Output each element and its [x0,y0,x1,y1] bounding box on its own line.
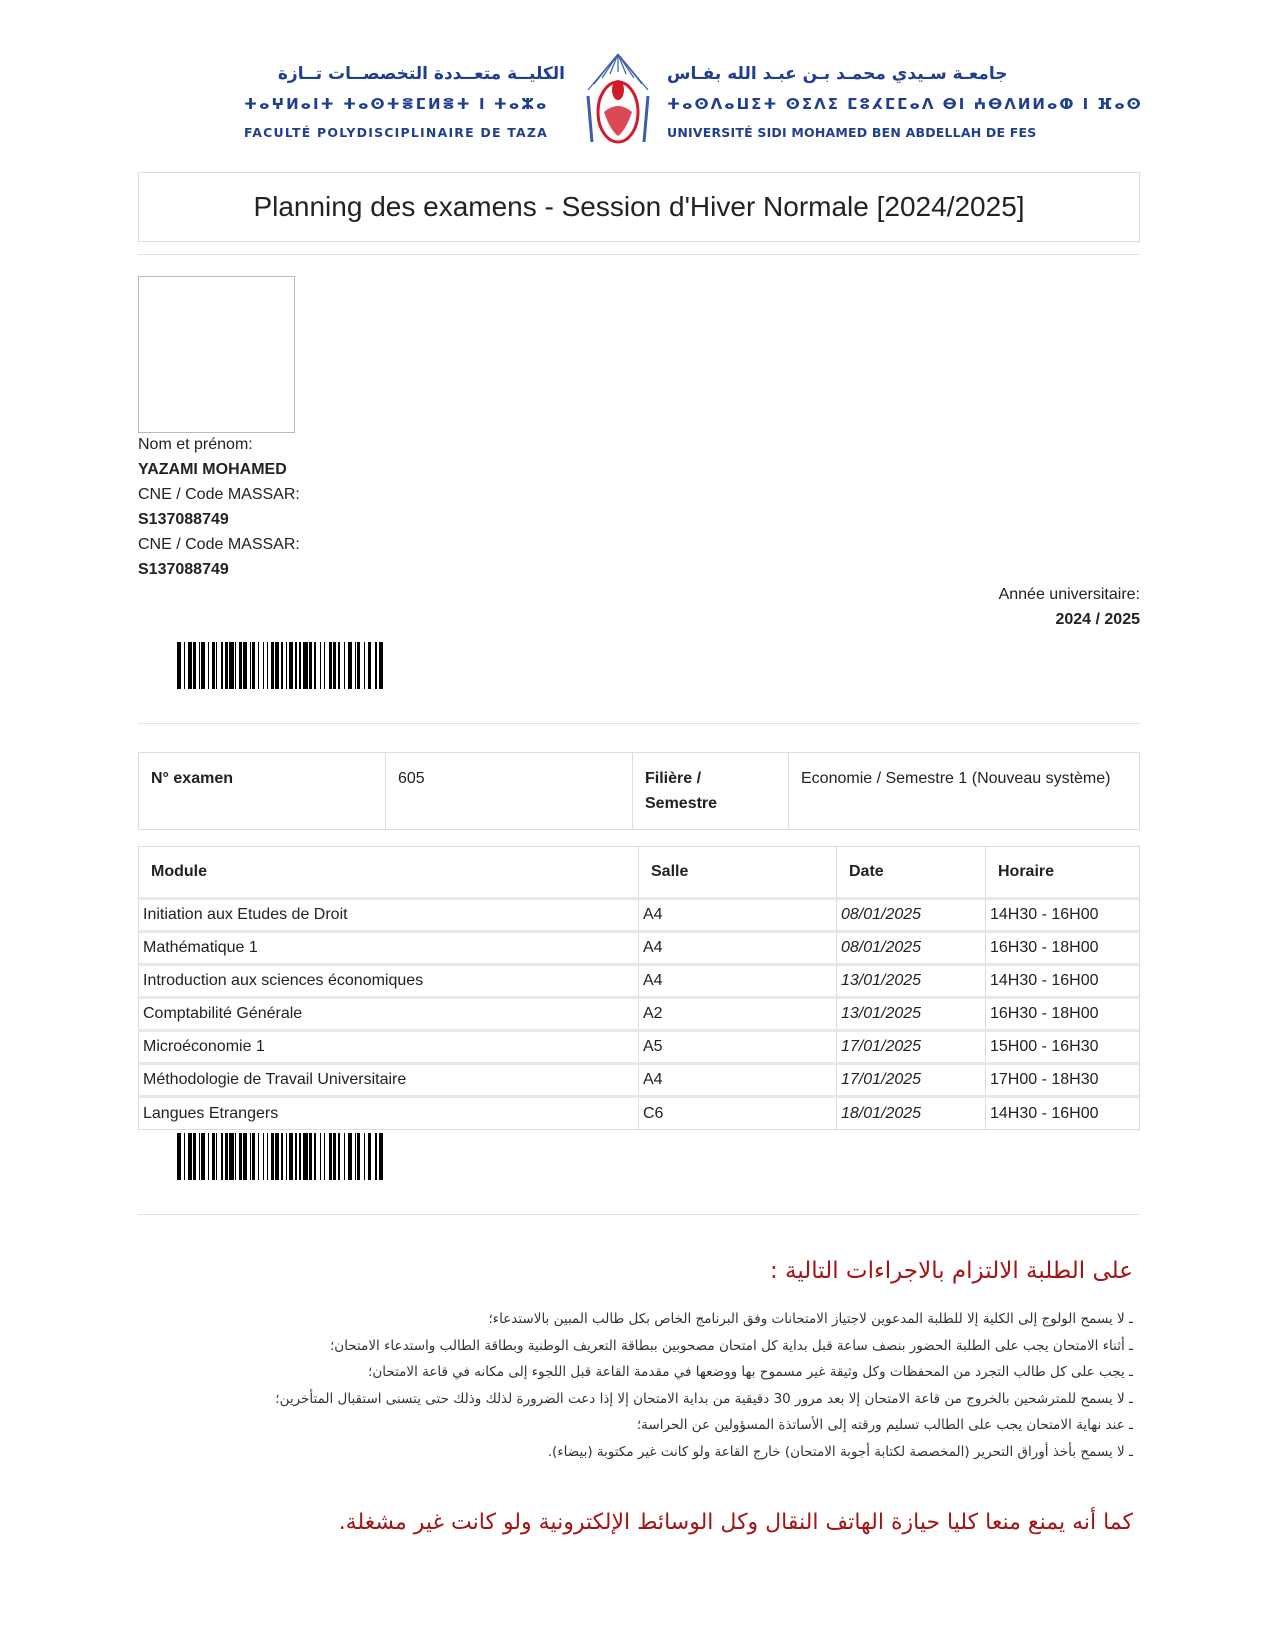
rules-heading: على الطلبة الالتزام بالاجراءات التالية : [769,1258,1133,1284]
table-row [139,1031,1140,1064]
student-name: YAZAMI MOHAMED [138,461,287,478]
cell-horaire: 16H30 - 18H00 [986,998,1140,1031]
table-row [139,1064,1140,1097]
filiere-value: Economie / Semestre 1 (Nouveau système) [789,753,1140,830]
cell-salle: A2 [639,998,837,1031]
cell-module: Comptabilité Générale [139,998,639,1031]
rule-item: ـ يجب على كل طالب التجرد من المحفظات وكل وثيقة غير مسموح بها ووضعها في مقدمة القاعة قبل اللجوء إلى مكانه في قاعة الامتحان؛ [368,1364,1133,1380]
filiere-label: Filière / Semestre [645,770,718,812]
col-date: Date [837,847,986,899]
faculty-name-fr: FACULTÉ POLYDISCIPLINAIRE DE TAZA [244,125,549,140]
barcode [177,642,386,689]
cell-module: Microéconomie 1 [139,1031,639,1064]
rule-item: ـ لا يسمح الولوج إلى الكلية إلا للطلبة المدعوين لاجتياز الامتحانات وفق البرنامج الخاص بكل طالب المبين بالاستدعاء؛ [488,1311,1133,1327]
divider [138,723,1140,724]
divider [138,254,1140,255]
table-row [139,965,1140,998]
barcode-space [383,1133,386,1180]
cell-horaire: 16H30 - 18H00 [986,932,1140,965]
cell-module: Initiation aux Etudes de Droit [139,899,639,932]
cell-horaire: 14H30 - 16H00 [986,965,1140,998]
cell-date: 17/01/2025 [837,1031,986,1064]
rule-item: ـ عند نهاية الامتحان يجب على الطالب تسليم ورقته إلى الأساتذة المسؤولين عن الحراسة؛ [636,1417,1133,1433]
col-module: Module [139,847,639,899]
exam-info-table [138,752,1140,830]
year-value: 2024 / 2025 [1055,611,1140,628]
cell-horaire: 14H30 - 16H00 [986,1097,1140,1130]
cell-horaire: 14H30 - 16H00 [986,899,1140,932]
cell-date: 13/01/2025 [837,965,986,998]
col-salle: Salle [639,847,837,899]
university-name-fr: UNIVERSITÉ SIDI MOHAMED BEN ABDELLAH DE FES [667,125,1037,140]
barcode-space [383,642,386,689]
barcode-bottom [177,1133,386,1180]
cell-module: Méthodologie de Travail Universitaire [139,1064,639,1097]
cell-horaire: 15H00 - 16H30 [986,1031,1140,1064]
cell-salle: A4 [639,932,837,965]
rule-item: ـ لا يسمح للمترشحين بالخروج من قاعة الامتحان إلا بعد مرور 30 دقيقية من بداية الامتحان إلا إذا دعت الضرورة لذلك وذلك حتى يتسنى استقبال المتأخرين؛ [275,1390,1133,1407]
student-photo [138,276,295,433]
cell-horaire: 17H00 - 18H30 [986,1064,1140,1097]
cell-module: Langues Etrangers [139,1097,639,1130]
exam-number-label: N° examen [151,770,233,787]
table-row [139,932,1140,965]
cell-salle: C6 [639,1097,837,1130]
cell-salle: A4 [639,965,837,998]
exam-number: 605 [386,753,633,830]
cell-salle: A5 [639,1031,837,1064]
table-row [139,899,1140,932]
cell-date: 08/01/2025 [837,899,986,932]
cell-salle: A4 [639,1064,837,1097]
table-row [139,998,1140,1031]
schedule-table [138,846,1140,1130]
cne-value-2: S137088749 [138,561,229,578]
faculty-name-ar: الكليــة متعــددة التخصصــات تــازة [277,64,565,84]
cne-value: S137088749 [138,511,229,528]
academic-year [999,582,1140,632]
student-info [138,432,300,582]
cell-module: Mathématique 1 [139,932,639,965]
cell-date: 18/01/2025 [837,1097,986,1130]
table-row [139,1097,1140,1130]
university-logo [580,50,656,146]
name-label: Nom et prénom: [138,436,253,453]
cell-salle: A4 [639,899,837,932]
cell-date: 08/01/2025 [837,932,986,965]
rule-item: ـ أثناء الامتحان يجب على الطلبة الحضور بنصف ساعة قبل بداية كل امتحان مصحوبين ببطاقة التعريف الوطنية وبطاقة الطالب واستدعاء الامتحان؛ [329,1337,1133,1354]
cne-label: CNE / Code MASSAR: [138,486,300,503]
university-name-ar: جامعـة سـيدي محمـد بـن عبـد الله بفـاس [667,64,1008,84]
divider [138,1214,1140,1215]
cne-label-2: CNE / Code MASSAR: [138,536,300,553]
exam-rules [275,1258,1133,1465]
page-title: Planning des examens - Session d'Hiver Normale [2024/2025] [138,172,1140,242]
cell-date: 13/01/2025 [837,998,986,1031]
rule-item: ـ لا يسمح بأخذ أوراق التحرير (المخصصة لكتابة أجوبة الامتحان) خارج القاعة ولو كانت غير مكتوبة (بيضاء). [547,1443,1133,1460]
university-name-tifinagh: ⵜⴰⵙⴷⴰⵡⵉⵜ ⵙⵉⴷⵉ ⵎⵓⵃⵎⵎⴰⴷ ⴱⵏ ⵄⴱⴷⵍⵍⴰⵀ ⵏ ⴼⴰⵙ [667,95,1143,113]
cell-date: 17/01/2025 [837,1064,986,1097]
cell-module: Introduction aux sciences économiques [139,965,639,998]
col-horaire: Horaire [986,847,1140,899]
phone-ban-notice: كما أنه يمنع منعا كليا حيازة الهاتف النقال وكل الوسائط الإلكترونية ولو كانت غير مشغلة. [338,1510,1133,1535]
year-label: Année universitaire: [998,586,1140,603]
faculty-name-tifinagh: ⵜⴰⵖⵍⴰⵏⵜ ⵜⴰⵙⵜⴻⵎⵍⴻⵜ ⵏ ⵜⴰⵣⴰ [244,95,549,113]
